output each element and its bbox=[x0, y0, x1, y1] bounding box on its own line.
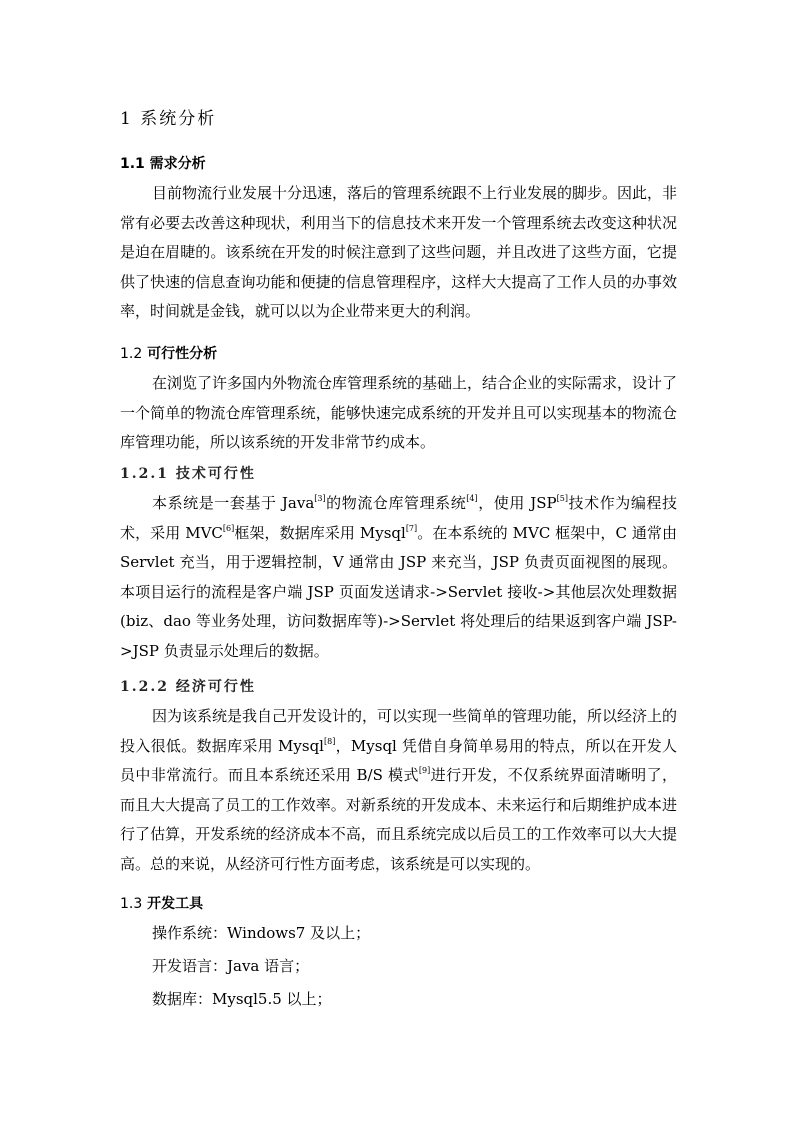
paragraph-tech-feasibility bbox=[120, 489, 677, 666]
text-run: 框架，数据库采用 Mysql bbox=[234, 523, 406, 542]
subsubsection-heading-1-2-2: 1.2.2 经济可行性 bbox=[120, 679, 256, 695]
citation-ref: [5] bbox=[556, 494, 568, 503]
subsection-heading-1-1: 1.1 需求分析 bbox=[120, 156, 206, 172]
subsubsection-heading-1-2-1: 1.2.1 技术可行性 bbox=[120, 466, 256, 482]
text-run: 。在本系统的 MVC 框架中，C 通常由 Servlet 充当，用于逻辑控制，V 通常由 JSP 来充当，JSP 负责页面视图的展现。本项目运行的流程是客户端 JSP 页面发送请求->Servlet 接收->其他层次处理数据(biz、dao 等业务处理，访问数据库等)->Servlet 将处理后的结果返到客户端 JSP->JSP 负责显示处理后的数据。 bbox=[120, 523, 678, 660]
subsection-heading-1-2 bbox=[120, 343, 217, 363]
citation-ref: [3] bbox=[314, 494, 326, 503]
text-run: 因为该系统是我自己开发设计的，可以实现一些简单的管理功能，所以经济上的投入很低。数据库采用 Mysql bbox=[120, 707, 678, 755]
subsection-heading-1-3 bbox=[120, 893, 203, 913]
text-run: ，Mysql 凭借自身简单易用的特点，所以在开发人员中非常流行。而且本系统还采用 B/S 模式 bbox=[120, 736, 677, 784]
heading-number: 1.3 bbox=[120, 896, 143, 912]
text-run: 进行开发，不仅系统界面清晰明了，而且大大提高了员工的工作效率。对新系统的开发成本、未来运行和后期维护成本进行了估算，开发系统的经济成本不高，而且系统完成以后员工的工作效率可以大大提高。总的来说，从经济可行性方面考虑，该系统是可以实现的。 bbox=[120, 766, 677, 873]
section-heading: 1 系统分析 bbox=[120, 109, 217, 129]
citation-ref: [4] bbox=[466, 494, 478, 503]
paragraph-econ-feasibility bbox=[120, 702, 677, 879]
tool-os: 操作系统：Windows7 及以上； bbox=[152, 924, 371, 942]
tool-database: 数据库：Mysql5.5 以上； bbox=[152, 990, 332, 1008]
paragraph-feasibility: 在浏览了许多国内外物流仓库管理系统的基础上，结合企业的实际需求，设计了一个简单的物流仓库管理系统，能够快速完成系统的开发并且可以实现基本的物流仓库管理功能，所以该系统的开发非常节约成本。 bbox=[120, 374, 678, 451]
tool-language: 开发语言：Java 语言； bbox=[152, 957, 310, 975]
text-run: ，使用 JSP bbox=[477, 494, 557, 512]
citation-ref: [7] bbox=[405, 523, 418, 533]
text-run: 本系统是一套基于 Java bbox=[152, 494, 315, 512]
text-run: 技术作为编程技术，采用 MVC bbox=[120, 494, 677, 542]
text-run: 的物流仓库管理系统 bbox=[325, 494, 467, 512]
citation-ref: [8] bbox=[323, 736, 336, 746]
heading-number: 1.2 bbox=[120, 346, 143, 362]
citation-ref: [6] bbox=[222, 523, 235, 533]
heading-text: 可行性分析 bbox=[147, 346, 218, 362]
paragraph-requirements: 目前物流行业发展十分迅速，落后的管理系统跟不上行业发展的脚步。因此，非常有必要去改善这种现状，利用当下的信息技术来开发一个管理系统去改变这种状况是迫在眉睫的。该系统在开发的时候注意到了这些问题，并且改进了这些方面，它提供了快速的信息查询功能和便捷的信息管理程序，这样大大提高了工作人员的办事效率，时间就是金钱，就可以以为企业带来更大的利润。 bbox=[120, 184, 678, 320]
citation-ref: [9] bbox=[418, 766, 431, 775]
heading-text: 开发工具 bbox=[147, 896, 204, 912]
